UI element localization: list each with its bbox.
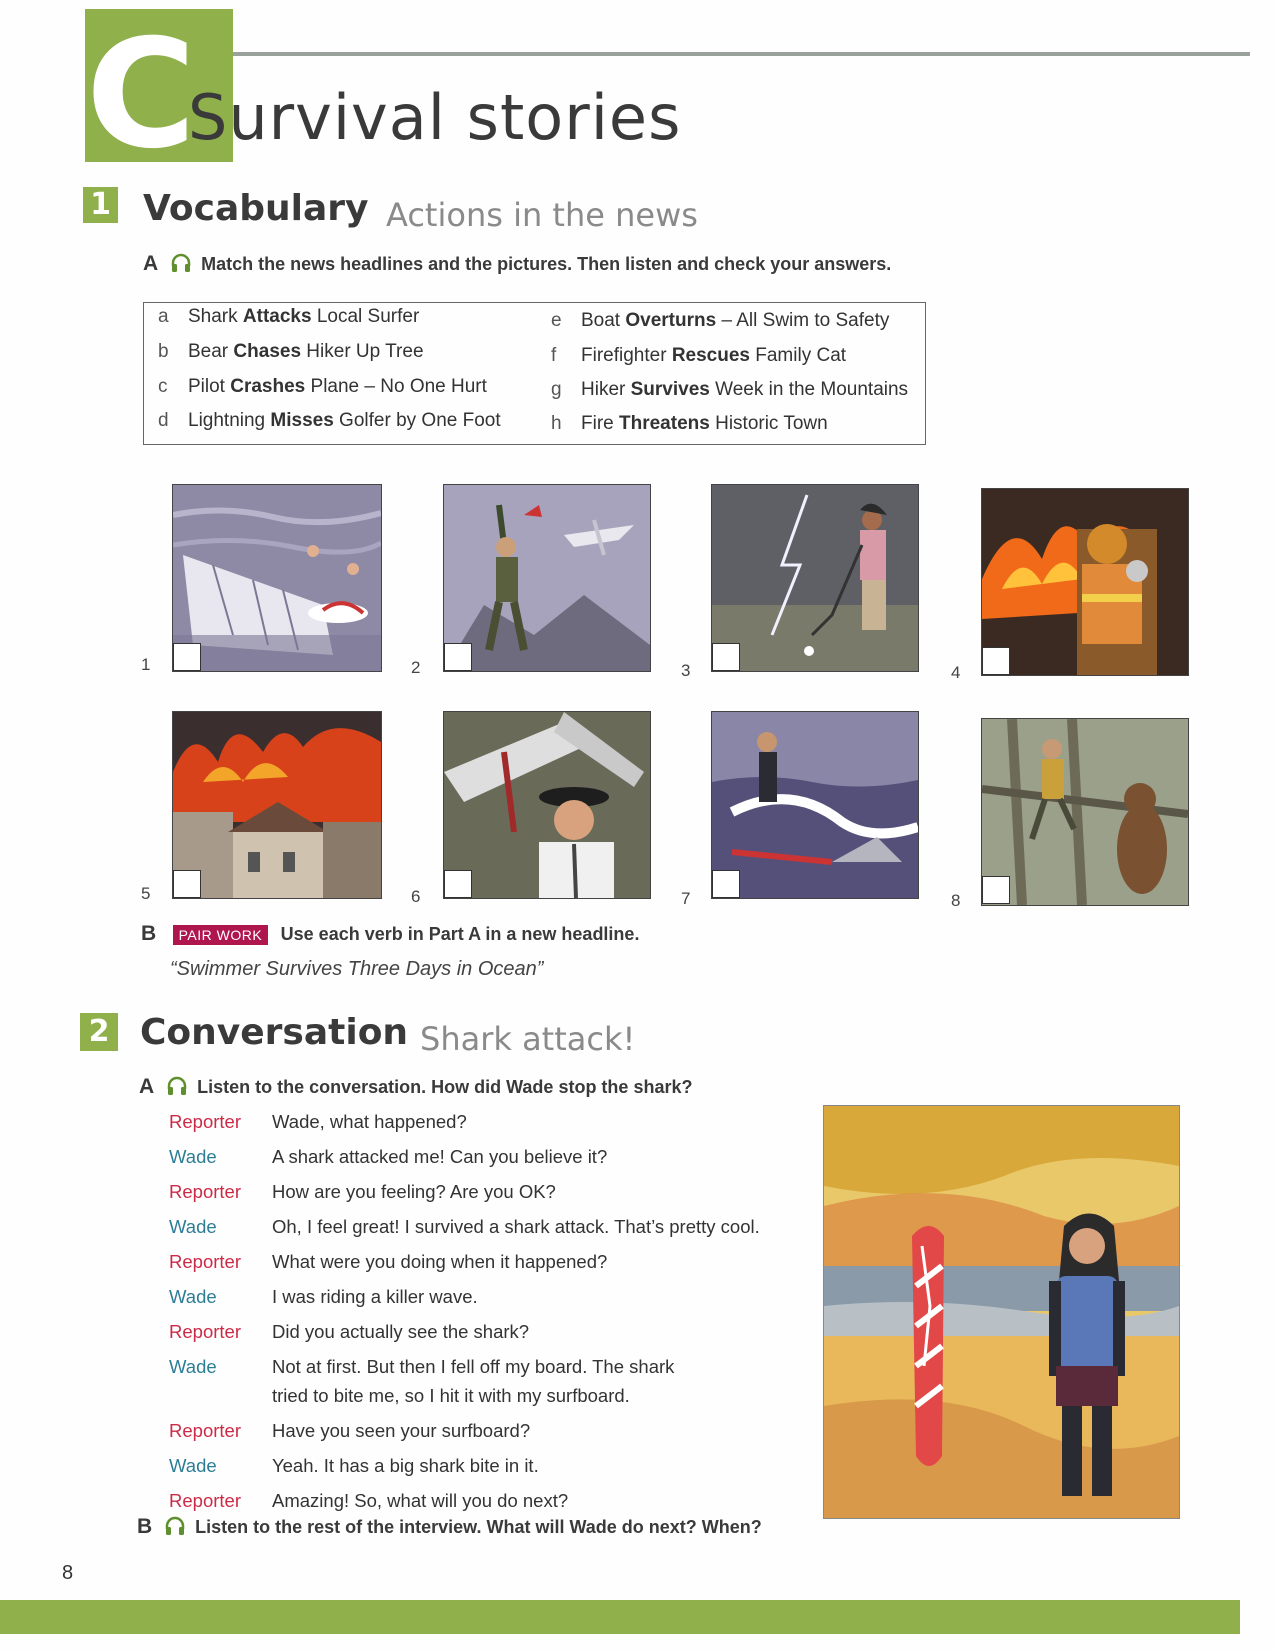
part-letter: A [139, 1075, 155, 1098]
headline-h: h Fire Threatens Historic Town [551, 413, 828, 434]
picture-bear-chases [981, 718, 1189, 906]
instruction-text: Use each verb in Part A in a new headline. [280, 924, 640, 944]
dialogue-line: Amazing! So, what will you do next? [272, 1490, 569, 1511]
answer-box-3[interactable] [712, 643, 740, 671]
picture-number: 2 [411, 658, 421, 677]
picture-number: 5 [141, 884, 151, 903]
headline-d: d Lightning Misses Golfer by One Foot [158, 410, 501, 431]
dialogue-line: I was riding a killer wave. [272, 1286, 478, 1307]
speaker-label: Reporter [169, 1420, 241, 1441]
conversation-part-b [137, 1515, 762, 1539]
picture-firefighter-rescues [981, 488, 1189, 676]
picture-number: 4 [951, 663, 961, 682]
picture-hiker-survives [443, 484, 651, 672]
instruction-text: Match the news headlines and the pictures. Then listen and check your answers. [201, 254, 892, 274]
headline-g: g Hiker Survives Week in the Mountains [551, 379, 909, 400]
answer-box-8[interactable] [982, 876, 1010, 904]
headline-c: c Pilot Crashes Plane – No One Hurt [158, 376, 487, 397]
headline-b: b Bear Chases Hiker Up Tree [158, 341, 424, 362]
answer-box-1[interactable] [173, 643, 201, 671]
speaker-label: Wade [169, 1216, 217, 1237]
vocab-subheading: Actions in the news [386, 196, 698, 234]
picture-number: 7 [681, 889, 691, 908]
speaker-label: Reporter [169, 1490, 241, 1511]
vocab-heading: Vocabulary [143, 188, 369, 229]
dialogue-line: Yeah. It has a big shark bite in it. [272, 1455, 539, 1476]
footer-bar [0, 1600, 1240, 1634]
dialogue-line: How are you feeling? Are you OK? [272, 1181, 556, 1202]
example-headline: “Swimmer Survives Three Days in Ocean” [170, 958, 544, 980]
answer-box-5[interactable] [173, 870, 201, 898]
speaker-label: Reporter [169, 1111, 241, 1132]
headline-a: a Shark Attacks Local Surfer [158, 306, 420, 327]
speaker-label: Reporter [169, 1181, 241, 1202]
dialogue-line: Have you seen your surfboard? [272, 1420, 531, 1441]
dialogue-line-continued: tried to bite me, so I hit it with my surfboard. [272, 1385, 630, 1406]
answer-box-2[interactable] [444, 643, 472, 671]
dialogue-line: Oh, I feel great! I survived a shark attack. That’s pretty cool. [272, 1216, 760, 1237]
conversation-part-a [139, 1075, 692, 1099]
dialogue-line: Not at first. But then I fell off my board. The shark [272, 1356, 675, 1377]
speaker-label: Wade [169, 1146, 217, 1167]
top-rule [233, 52, 1250, 56]
picture-number: 3 [681, 661, 691, 680]
section-title: Survival stories [188, 81, 682, 154]
part-letter: B [137, 1515, 153, 1538]
vocab-number: 1 [83, 187, 118, 223]
picture-surfer-beach [823, 1105, 1180, 1519]
part-letter: B [141, 922, 157, 945]
instruction-text: Listen to the rest of the interview. What will Wade do next? When? [195, 1517, 762, 1537]
part-letter: A [143, 252, 159, 275]
answer-box-7[interactable] [712, 870, 740, 898]
answer-box-6[interactable] [444, 870, 472, 898]
picture-fire-threatens [172, 711, 382, 899]
headphones-icon[interactable] [165, 1516, 185, 1536]
instruction-text: Listen to the conversation. How did Wade stop the shark? [197, 1077, 693, 1097]
headphones-icon[interactable] [167, 1076, 187, 1096]
section-letter: C [86, 8, 197, 182]
page-number: 8 [62, 1562, 74, 1584]
picture-shark-attacks [711, 711, 919, 899]
headphones-icon[interactable] [171, 253, 191, 273]
picture-boat-overturns [172, 484, 382, 672]
dialogue-line: Did you actually see the shark? [272, 1321, 530, 1342]
conversation-number: 2 [80, 1013, 118, 1051]
speaker-label: Wade [169, 1356, 217, 1377]
speaker-label: Wade [169, 1286, 217, 1307]
headline-f: f Firefighter Rescues Family Cat [551, 345, 847, 366]
picture-number: 1 [141, 655, 151, 674]
dialogue-line: What were you doing when it happened? [272, 1251, 608, 1272]
vocab-part-b [141, 922, 639, 946]
picture-lightning-misses [711, 484, 919, 672]
answer-box-4[interactable] [982, 647, 1010, 675]
speaker-label: Reporter [169, 1321, 241, 1342]
pair-work-badge: PAIR WORK [173, 925, 269, 945]
vocab-part-a [143, 252, 891, 276]
picture-number: 6 [411, 887, 421, 906]
conversation-subheading: Shark attack! [420, 1020, 636, 1058]
headline-e: e Boat Overturns – All Swim to Safety [551, 310, 890, 331]
picture-pilot-crashes [443, 711, 651, 899]
speaker-label: Wade [169, 1455, 217, 1476]
dialogue-line: A shark attacked me! Can you believe it? [272, 1146, 608, 1167]
conversation-heading: Conversation [140, 1012, 409, 1053]
speaker-label: Reporter [169, 1251, 241, 1272]
dialogue-line: Wade, what happened? [272, 1111, 467, 1132]
picture-number: 8 [951, 891, 961, 910]
